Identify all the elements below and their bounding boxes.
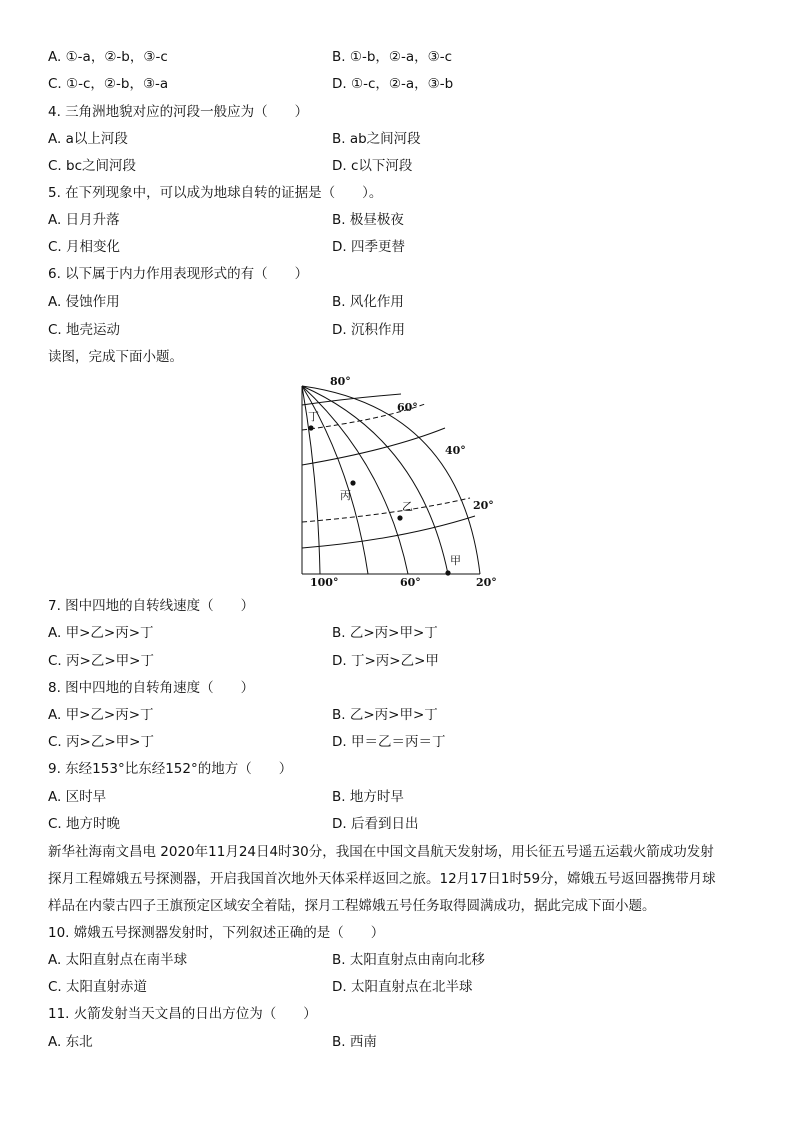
- q3-option-d: D. ①-c，②-a，③-b: [332, 76, 454, 92]
- graticule-figure: [280, 368, 520, 590]
- q11-options-row-1: [48, 1033, 748, 1051]
- q10-options-row-1: [48, 951, 748, 969]
- q6-options-row-1: [48, 293, 748, 311]
- q5-option-c: C. 月相变化: [48, 239, 121, 255]
- q3-option-a: A. ①-a，②-b，③-c: [48, 49, 168, 65]
- q5-options-row-2: [48, 238, 748, 256]
- q8-options-row-2: [48, 733, 748, 751]
- q5-option-a: A. 日月升落: [48, 212, 120, 228]
- q4-option-b: B. ab之间河段: [332, 131, 421, 147]
- lat-label-60: 60°: [397, 401, 418, 414]
- lat-label-20: 20°: [473, 499, 494, 512]
- q11-stem: 11. 火箭发射当天文昌的日出方位为（ ）: [48, 1006, 317, 1022]
- q9-option-c: C. 地方时晚: [48, 816, 121, 832]
- q7-option-b: B. 乙>丙>甲>丁: [332, 625, 438, 641]
- q5-option-d: D. 四季更替: [332, 239, 405, 255]
- passage-line-3: 样品在内蒙古四子王旗预定区域安全着陆，探月工程嫦娥五号任务取得圆满成功，据此完成下面小题。: [48, 898, 656, 914]
- q7-option-d: D. 丁>丙>乙>甲: [332, 653, 439, 669]
- q6-options-row-2: [48, 321, 748, 339]
- point-ding-marker: [308, 425, 313, 430]
- q8-stem: 8. 图中四地的自转角速度（ ）: [48, 680, 255, 696]
- q10-option-d: D. 太阳直射点在北半球: [332, 979, 473, 995]
- q3-options-row-1: [48, 48, 748, 66]
- q10-option-b: B. 太阳直射点由南向北移: [332, 952, 485, 968]
- point-yi-label: 乙: [402, 500, 413, 513]
- q3-option-b: B. ①-b，②-a，③-c: [332, 49, 453, 65]
- q8-option-d: D. 甲＝乙＝丙＝丁: [332, 734, 446, 750]
- q7-option-c: C. 丙>乙>甲>丁: [48, 653, 154, 669]
- q8-option-c: C. 丙>乙>甲>丁: [48, 734, 154, 750]
- q8-option-b: B. 乙>丙>甲>丁: [332, 707, 438, 723]
- q6-option-c: C. 地壳运动: [48, 322, 121, 338]
- q9-stem: 9. 东经153°比东经152°的地方（ ）: [48, 761, 293, 777]
- q9-options-row-2: [48, 815, 748, 833]
- q10-options-row-2: [48, 978, 748, 996]
- q4-option-a: A. a以上河段: [48, 131, 128, 147]
- lat-label-80: 80°: [330, 375, 351, 388]
- q3-options-row-2: [48, 75, 748, 93]
- lat-label-40: 40°: [445, 444, 466, 457]
- point-yi-marker: [397, 515, 402, 520]
- parallel-line: [302, 428, 445, 465]
- dashed-parallel: [302, 498, 470, 522]
- q4-options-row-1: [48, 130, 748, 148]
- q8-option-a: A. 甲>乙>丙>丁: [48, 707, 154, 723]
- passage-line-1: 新华社海南文昌电 2020年11月24日4时30分，我国在中国文昌航天发射场，用长征五号遥五运载火箭成功发射: [48, 844, 714, 860]
- point-bing-marker: [350, 480, 355, 485]
- q7-options-row-2: [48, 652, 748, 670]
- news-passage: [48, 839, 748, 920]
- q4-option-d: D. c以下河段: [332, 158, 413, 174]
- q7-stem: 7. 图中四地的自转线速度（ ）: [48, 598, 255, 614]
- q4-option-c: C. bc之间河段: [48, 158, 137, 174]
- q6-stem: 6. 以下属于内力作用表现形式的有（ ）: [48, 266, 309, 282]
- q10-stem: 10. 嫦娥五号探测器发射时，下列叙述正确的是（ ）: [48, 925, 385, 941]
- point-jia-label: 甲: [450, 554, 461, 567]
- q10-option-c: C. 太阳直射赤道: [48, 979, 148, 995]
- q5-stem: 5. 在下列现象中，可以成为地球自转的证据是（ ）。: [48, 185, 383, 201]
- q4-options-row-2: [48, 157, 748, 175]
- q9-option-a: A. 区时早: [48, 789, 107, 805]
- q11-option-a: A. 东北: [48, 1034, 93, 1050]
- lon-label-20: 20°: [476, 576, 497, 589]
- q3-option-c: C. ①-c，②-b，③-a: [48, 76, 169, 92]
- q5-options-row-1: [48, 211, 748, 229]
- q9-option-b: B. 地方时早: [332, 789, 404, 805]
- q7-options-row-1: [48, 624, 748, 642]
- q10-option-a: A. 太阳直射点在南半球: [48, 952, 188, 968]
- q4-stem: 4. 三角洲地貌对应的河段一般应为（ ）: [48, 104, 309, 120]
- lon-label-60: 60°: [400, 576, 421, 589]
- point-jia-marker: [445, 570, 450, 575]
- q6-option-d: D. 沉积作用: [332, 322, 405, 338]
- q11-option-b: B. 西南: [332, 1034, 377, 1050]
- point-bing-label: 丙: [340, 489, 351, 502]
- read-figure-intro: 读图，完成下面小题。: [48, 349, 183, 365]
- parallel-line: [302, 516, 475, 548]
- passage-line-2: 探月工程嫦娥五号探测器，开启我国首次地外天体采样返回之旅。12月17日1时59分，嫦娥五号返回器携带月球: [48, 871, 716, 887]
- q6-option-a: A. 侵蚀作用: [48, 294, 120, 310]
- q9-option-d: D. 后看到日出: [332, 816, 419, 832]
- parallel-line: [302, 394, 401, 405]
- q6-option-b: B. 风化作用: [332, 294, 404, 310]
- q8-options-row-1: [48, 706, 748, 724]
- q5-option-b: B. 极昼极夜: [332, 212, 404, 228]
- q9-options-row-1: [48, 788, 748, 806]
- lon-label-100: 100°: [310, 576, 339, 589]
- point-ding-label: 丁: [308, 410, 319, 423]
- q7-option-a: A. 甲>乙>丙>丁: [48, 625, 154, 641]
